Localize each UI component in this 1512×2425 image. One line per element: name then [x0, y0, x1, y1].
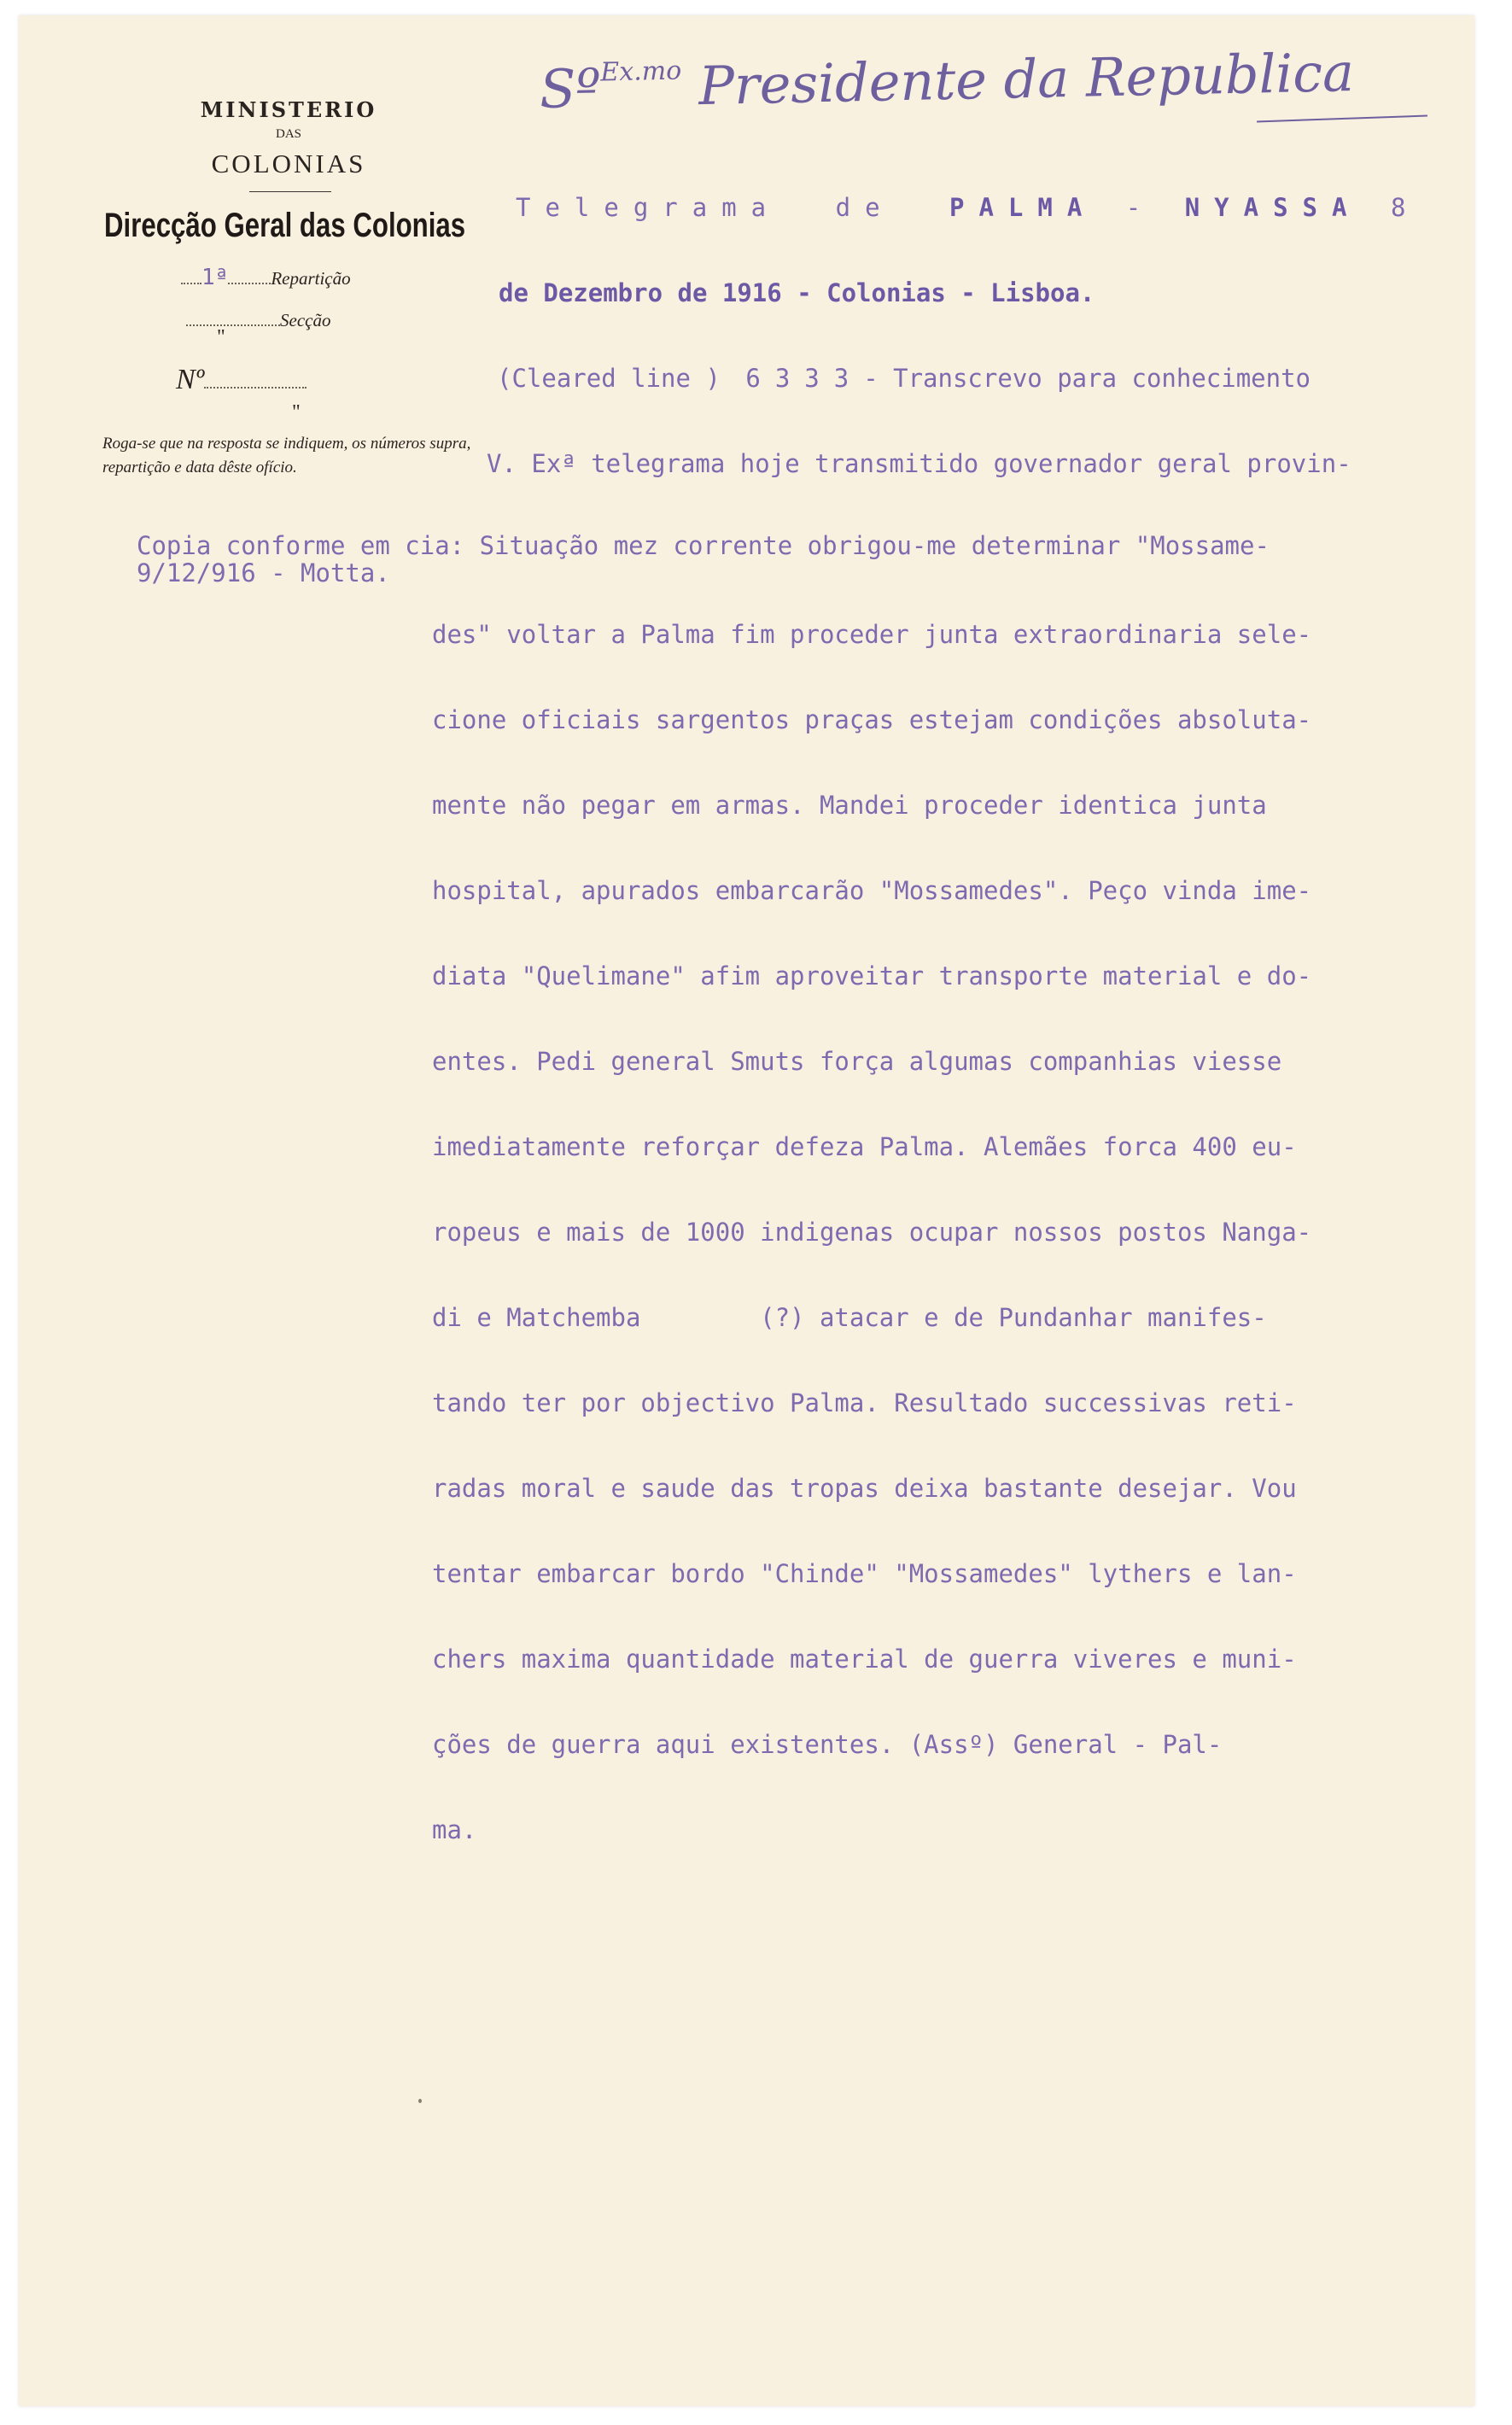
body-line: di e Matchemba (?) atacar e de Pundanhar manifes-	[432, 1303, 1267, 1332]
body-line: chers maxima quantidade material de guerra viveres e muni-	[432, 1645, 1297, 1674]
telegram-line-4: V. Exª telegrama hoje transmitido governador geral provin-	[487, 449, 1351, 478]
copia-date-signature: 9/12/916 - Motta.	[137, 558, 390, 587]
direccao-heading: Direcção Geral das Colonias	[104, 207, 466, 244]
body-line: des" voltar a Palma fim proceder junta extraordinaria sele-	[432, 620, 1312, 649]
numero-line	[176, 364, 306, 396]
reparticao-line	[181, 265, 351, 290]
telegram-word: Telegrama	[516, 193, 781, 222]
telegram-day: 8	[1390, 193, 1421, 222]
telegram-ref-line	[497, 364, 1311, 393]
telegram-origin-nyassa: NYASSA	[1184, 193, 1362, 222]
body-line: entes. Pedi general Smuts força algumas companhias viesse	[432, 1047, 1282, 1076]
numero-value: "	[292, 401, 301, 424]
body-line: diata "Quelimane" afim aproveitar transporte material e do-	[432, 961, 1312, 990]
ministry-das: DAS	[275, 127, 301, 141]
telegram-dash: -	[1125, 193, 1156, 222]
body-line: imediatamente reforçar defeza Palma. Alemães forca 400 eu-	[432, 1132, 1297, 1161]
copia-conforme-line: Copia conforme em cia: Situação mez corrente obrigou-me determinar "Mossame-	[137, 531, 1270, 560]
seccao-label: Secção	[280, 310, 331, 330]
telegram-date-line: de Dezembro de 1916 - Colonias - Lisboa.	[499, 278, 1095, 307]
document-page	[19, 15, 1474, 2406]
body-line: ma.	[432, 1815, 477, 1844]
transcrevo-text: - Transcrevo para conhecimento	[863, 364, 1311, 393]
seccao-number: "	[217, 326, 225, 348]
telegram-number: 6333	[745, 364, 864, 393]
body-line: ções de guerra aqui existentes. (Assº) General - Pal-	[432, 1730, 1223, 1759]
handwritten-superscript: Ex.mo	[599, 56, 682, 88]
body-line: tentar embarcar bordo "Chinde" "Mossamedes" lythers e lan-	[432, 1559, 1297, 1588]
handwritten-addressee	[539, 41, 1354, 120]
handwritten-text: Presidente da Republica	[698, 41, 1355, 118]
body-line: mente não pegar em armas. Mandei proceder identica junta	[432, 791, 1267, 820]
body-line: tando ter por objectivo Palma. Resultado successivas reti-	[432, 1388, 1297, 1417]
ministry-colonias: COLONIAS	[211, 149, 366, 178]
letterhead-divider	[249, 191, 331, 192]
handwritten-underline	[1257, 115, 1427, 123]
paper-speck	[418, 2099, 422, 2103]
telegram-de: de	[835, 193, 895, 222]
ministry-heading: MINISTERIO	[200, 97, 377, 122]
telegram-origin-palma: PALMA	[949, 193, 1097, 222]
body-line: cione oficiais sargentos praças estejam condições absoluta-	[432, 705, 1312, 734]
body-line: ropeus e mais de 1000 indigenas ocupar nossos postos Nanga-	[432, 1218, 1312, 1247]
reparticao-label: Repartição	[271, 268, 351, 289]
numero-label: Nº	[176, 364, 205, 395]
reply-instructions-note: Roga-se que na resposta se indiquem, os números supra, repartição e data dêste ofício.	[102, 435, 471, 476]
cleared-line: (Cleared line )	[497, 364, 721, 393]
seccao-line	[186, 309, 330, 331]
reparticao-number: 1ª	[201, 265, 229, 290]
body-line: radas moral e saude das tropas deixa bastante desejar. Vou	[432, 1474, 1297, 1503]
handwritten-prefix: Sº	[539, 56, 602, 120]
body-line: hospital, apurados embarcarão "Mossamedes". Peço vinda ime-	[432, 876, 1312, 905]
telegram-header	[516, 193, 1420, 222]
